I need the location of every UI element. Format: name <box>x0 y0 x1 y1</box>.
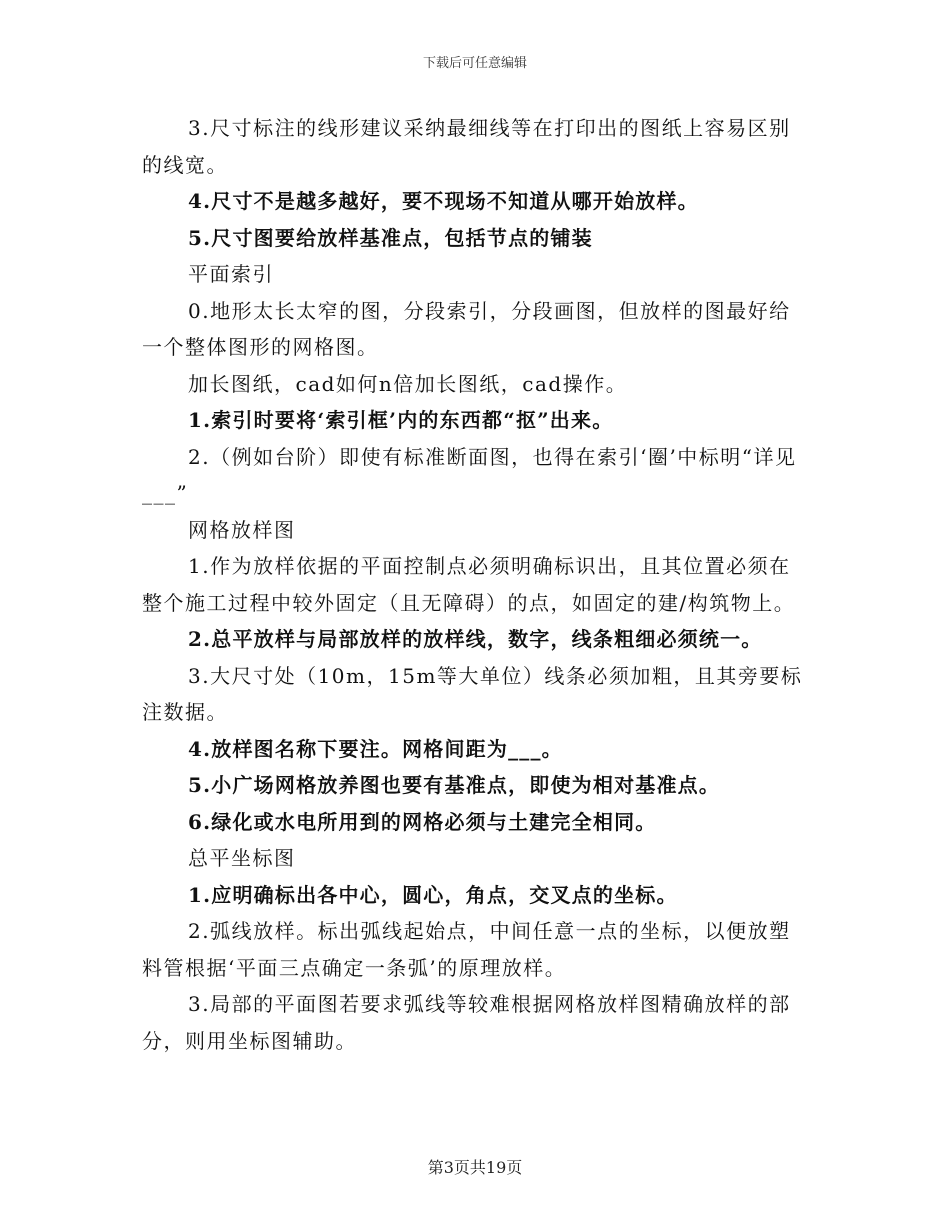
page-number: 第3页共19页 <box>427 1158 523 1177</box>
section-heading-plan-index: 平面索引 <box>188 262 274 286</box>
paragraph: 2.（例如台阶）即使有标准断面图，也得在索引‘圈’中标明“详见___” <box>142 444 797 505</box>
section-heading-grid-layout: 网格放样图 <box>188 517 296 542</box>
paragraph: 1.索引时要将‘索引框’内的东西都“抠”出来。 <box>188 408 614 432</box>
paragraph: 6.绿化或水电所用到的网格必须与土建完全相同。 <box>188 809 657 834</box>
paragraph: 4.尺寸不是越多越好，要不现场不知道从哪开始放样。 <box>188 189 699 213</box>
paragraph: 2.总平放样与局部放样的放样线，数字，线条粗细必须统一。 <box>188 627 763 651</box>
page-header: 下载后可任意编辑 <box>422 56 527 71</box>
paragraph: 5.小广场网格放养图也要有基准点，即使为相对基准点。 <box>188 773 721 797</box>
document-body <box>142 110 808 1059</box>
paragraph: 1.作为放样依据的平面控制点必须明确标识出，且其位置必须在整个施工过程中较外固定（且无障碍）的点，如固定的建/构筑物上。 <box>142 554 796 615</box>
paragraph: 4.放样图名称下要注。网格间距为___。 <box>188 736 563 761</box>
paragraph: 3.局部的平面图若要求弧线等较难根据网格放样图精确放样的部分，则用坐标图辅助。 <box>142 992 791 1053</box>
paragraph: 3.尺寸标注的线形建议采纳最细线等在打印出的图纸上容易区别的线宽。 <box>142 116 791 177</box>
paragraph: 2.弧线放样。标出弧线起始点，中间任意一点的坐标，以便放塑料管根据‘平面三点确定一条弧’的原理放样。 <box>142 919 791 980</box>
paragraph: 5.尺寸图要给放样基准点，包括节点的铺装 <box>188 225 593 250</box>
paragraph: 加长图纸，cad如何n倍加长图纸，cad操作。 <box>188 371 628 396</box>
section-heading-coordinate-plan: 总平坐标图 <box>188 846 296 870</box>
paragraph: 1.应明确标出各中心，圆心，角点，交叉点的坐标。 <box>188 882 678 907</box>
paragraph: 3.大尺寸处（10m，15m等大单位）线条必须加粗，且其旁要标注数据。 <box>142 663 803 724</box>
paragraph: 0.地形太长太窄的图，分段索引，分段画图，但放样的图最好给一个整体图形的网格图。 <box>142 298 791 359</box>
